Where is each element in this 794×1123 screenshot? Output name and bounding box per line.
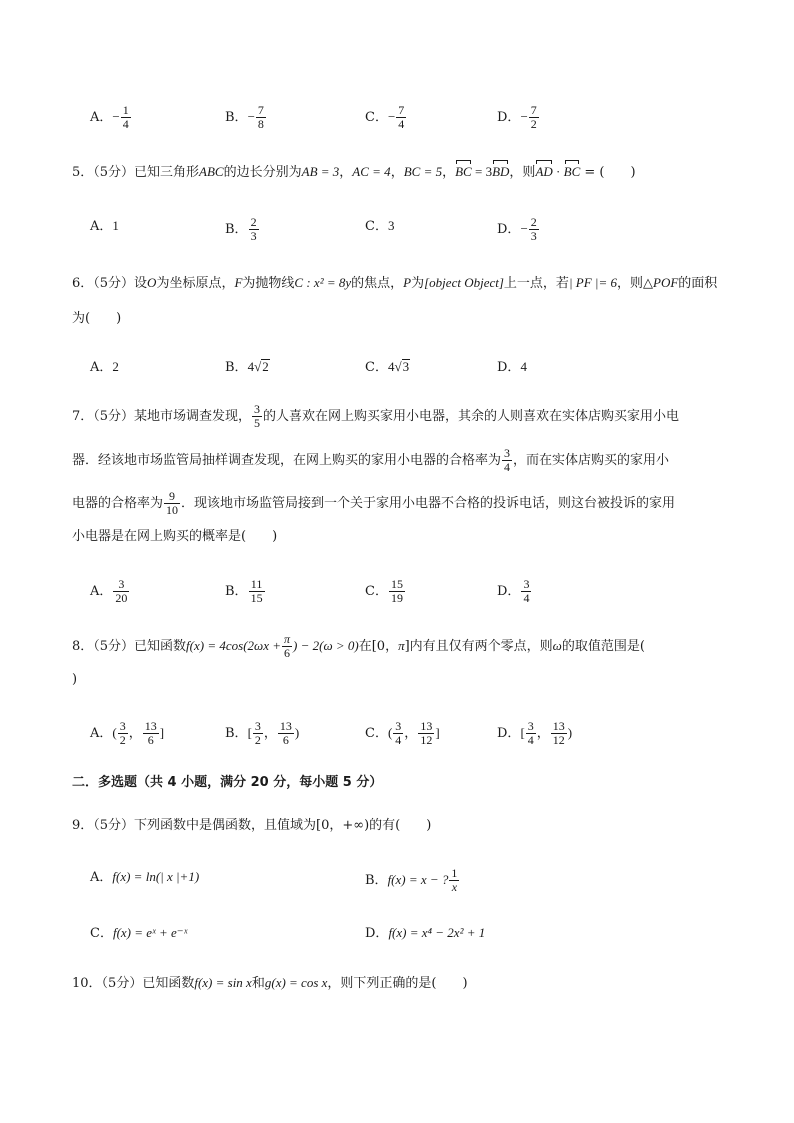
- q7-option-b: B． $\frac{11}{15}$: [225, 577, 263, 605]
- q7-option-a: A． $\frac{3}{20}$: [90, 577, 128, 605]
- q6-stem-line2: 为( ): [72, 311, 122, 326]
- q6-option-d: D．4: [497, 359, 527, 375]
- q5-option-c: C．3: [365, 218, 395, 234]
- q7-option-c: C． $\frac{15}{19}$: [365, 577, 403, 605]
- q7-stem-line2: 器．经该地市场监管局抽样调查发现，在网上购买的家用小电器的合格率为 $\frac{3}{4}$ ，而在实体店购买的家用小: [72, 446, 670, 474]
- q9-stem: 9．（5分）下列函数中是偶函数，且值域为[0，+∞)的有( ): [72, 818, 432, 833]
- q6-option-a: A．2: [90, 359, 119, 375]
- q9-option-d: D．f(x) = x⁴ − 2x² + 1: [365, 925, 486, 941]
- q10-stem: 10．（5分）已知函数f(x) = sin x和g(x) = cos x，则下列正确的是( ): [72, 975, 468, 991]
- q8-option-a: A．( $\frac{3}{2}$ ， $\frac{13}{6}$ ]: [90, 719, 165, 747]
- section-heading: 二．多选题（共 4 小题，满分 20 分，每小题 5 分）: [72, 775, 383, 790]
- q7-stem-line1: 7．（5分）某地市场调查发现， $\frac{3}{5}$ 的人喜欢在网上购买家用小电器，其余的人则喜欢在实体店购买家用小电: [72, 402, 680, 430]
- q8-stem: 8．（5分）已知函数f(x) = 4cos(2ωx + $\frac{\pi}{6}$ ) − 2(ω > 0)在[0，π]内有且仅有两个零点，则ω的取值范围是(: [72, 632, 645, 660]
- q6-stem: 6．（5分）设O为坐标原点，F为抛物线C : x² = 8y的焦点，P为[object Object]上一点，若| PF |= 6，则△POF的面积: [72, 275, 718, 291]
- q8-option-c: C．( $\frac{3}{4}$ ， $\frac{13}{12}$ ]: [365, 719, 440, 747]
- q4-option-b: B．− $\frac{7}{8}$: [225, 103, 264, 131]
- q9-option-c: C．f(x) = eˣ + e⁻ˣ: [90, 925, 188, 941]
- q9-option-b: B．f(x) = x − ? $\frac{1}{x}$: [365, 866, 458, 894]
- q5-option-a: A．1: [90, 218, 119, 234]
- q7-stem-line4: 小电器是在网上购买的概率是( ): [72, 529, 278, 544]
- q8-option-d: D．[ $\frac{3}{4}$ ， $\frac{13}{12}$ ): [497, 719, 573, 747]
- q6-option-b: B．4√2: [225, 359, 269, 375]
- q7-option-d: D． $\frac{3}{4}$: [497, 577, 530, 605]
- q6-option-c: C．4√3: [365, 359, 410, 375]
- q5-option-d: D．− $\frac{2}{3}$: [497, 215, 537, 243]
- q4-option-c: C．− $\frac{7}{4}$: [365, 103, 405, 131]
- q8-option-b: B．[ $\frac{3}{2}$ ， $\frac{13}{6}$ ): [225, 719, 300, 747]
- q4-option-a: A．− $\frac{1}{4}$: [90, 103, 129, 131]
- q9-option-a: A．f(x) = ln(| x |+1): [90, 869, 200, 885]
- q5-option-b: B． $\frac{2}{3}$: [225, 215, 257, 243]
- q5-stem: 5．（5分）已知三角形ABC的边长分别为AB = 3，AC = 4，BC = 5，BC = 3BD，则AD · BC = ( ): [72, 164, 636, 180]
- q4-option-d: D．− $\frac{7}{2}$: [497, 103, 537, 131]
- q8-stem-line2: ): [72, 672, 78, 687]
- q7-stem-line3: 电器的合格率为 $\frac{9}{10}$ ．现该地市场监管局接到一个关于家用小电器不合格的投诉电话，则这台被投诉的家用: [72, 489, 676, 517]
